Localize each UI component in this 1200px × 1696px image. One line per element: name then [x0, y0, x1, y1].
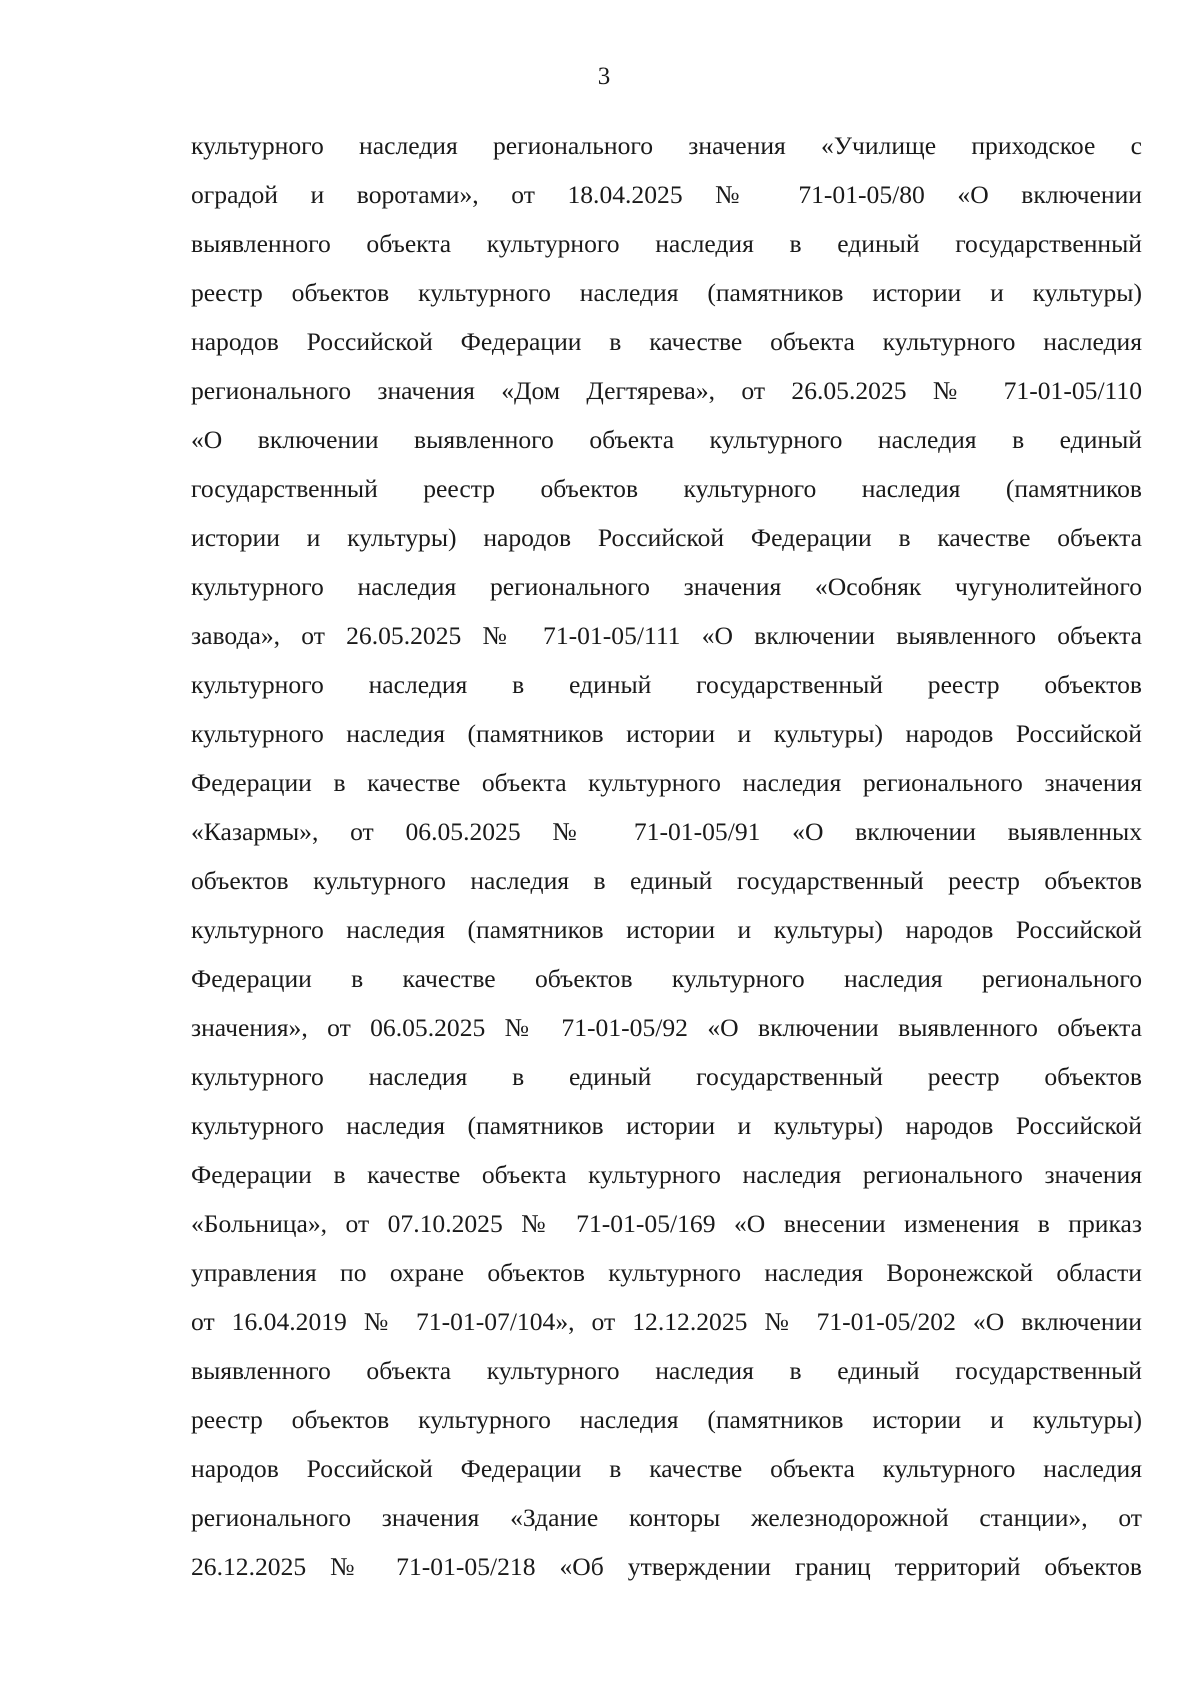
page-number: 3 — [597, 63, 611, 90]
text-line: «О включении выявленного объекта культурного наследия в единый — [191, 425, 1142, 454]
text-line: народов Российской Федерации в качестве объекта культурного наследия — [191, 1454, 1142, 1483]
text-line: завода», от 26.05.2025 № 71-01-05/111 «О включении выявленного объекта — [191, 621, 1142, 650]
text-line: Федерации в качестве объектов культурного наследия регионального — [191, 964, 1142, 993]
text-line: культурного наследия регионального значения «Училище приходское с — [191, 131, 1142, 160]
text-line: Федерации в качестве объекта культурного наследия регионального значения — [191, 768, 1142, 797]
text-line: государственный реестр объектов культурного наследия (памятников — [191, 474, 1142, 503]
text-line: культурного наследия в единый государственный реестр объектов — [191, 1062, 1142, 1091]
text-line: народов Российской Федерации в качестве объекта культурного наследия — [191, 327, 1142, 356]
text-line: культурного наследия (памятников истории и культуры) народов Российской — [191, 1111, 1142, 1140]
text-line: 26.12.2025 № 71-01-05/218 «Об утверждении границ территорий объектов — [191, 1552, 1142, 1581]
text-line: выявленного объекта культурного наследия в единый государственный — [191, 229, 1142, 258]
text-line: регионального значения «Дом Дегтярева», от 26.05.2025 № 71-01-05/110 — [191, 376, 1142, 405]
text-line: истории и культуры) народов Российской Федерации в качестве объекта — [191, 523, 1142, 552]
text-line: регионального значения «Здание конторы железнодорожной станции», от — [191, 1503, 1142, 1532]
text-line: Федерации в качестве объекта культурного наследия регионального значения — [191, 1160, 1142, 1189]
text-line: оградой и воротами», от 18.04.2025 № 71-01-05/80 «О включении — [191, 180, 1142, 209]
text-line: культурного наследия (памятников истории и культуры) народов Российской — [191, 915, 1142, 944]
text-line: от 16.04.2019 № 71-01-07/104», от 12.12.2025 № 71-01-05/202 «О включении — [191, 1307, 1142, 1336]
text-line: культурного наследия в единый государственный реестр объектов — [191, 670, 1142, 699]
text-line: реестр объектов культурного наследия (памятников истории и культуры) — [191, 278, 1142, 307]
text-line: реестр объектов культурного наследия (памятников истории и культуры) — [191, 1405, 1142, 1434]
text-line: «Казармы», от 06.05.2025 № 71-01-05/91 «О включении выявленных — [191, 817, 1142, 846]
text-line: объектов культурного наследия в единый государственный реестр объектов — [191, 866, 1142, 895]
document-body — [191, 121, 1142, 1591]
text-line: значения», от 06.05.2025 № 71-01-05/92 «О включении выявленного объекта — [191, 1013, 1142, 1042]
text-line: управления по охране объектов культурного наследия Воронежской области — [191, 1258, 1142, 1287]
text-line: культурного наследия регионального значения «Особняк чугунолитейного — [191, 572, 1142, 601]
text-line: «Больница», от 07.10.2025 № 71-01-05/169 «О внесении изменения в приказ — [191, 1209, 1142, 1238]
text-line: выявленного объекта культурного наследия в единый государственный — [191, 1356, 1142, 1385]
text-line: культурного наследия (памятников истории и культуры) народов Российской — [191, 719, 1142, 748]
